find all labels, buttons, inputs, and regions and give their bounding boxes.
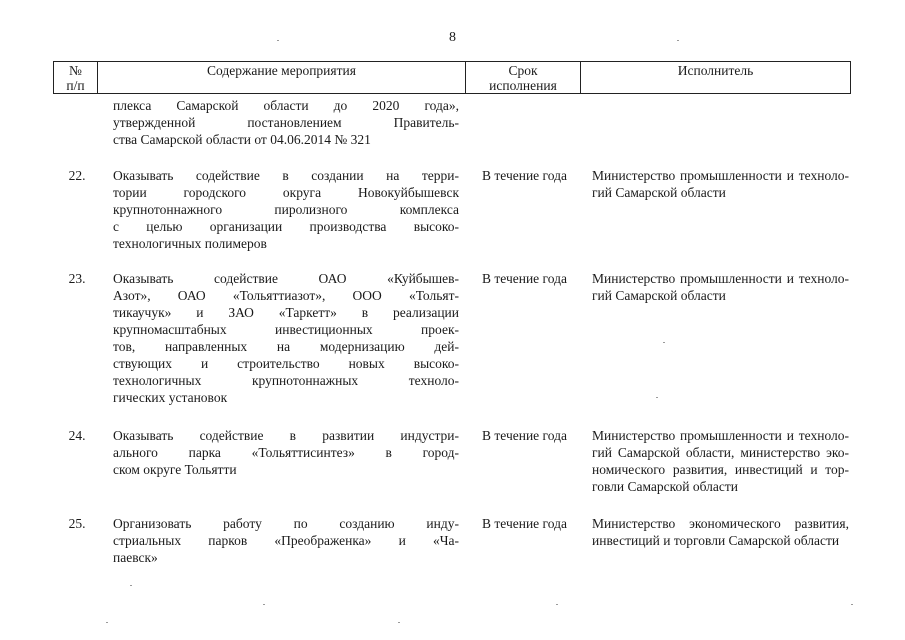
content-line: гических установок (113, 390, 228, 405)
scan-speck (663, 342, 665, 343)
content-line: ском округе Тольятти (113, 462, 237, 477)
table-row-22 (53, 167, 851, 252)
row-content (97, 270, 465, 406)
scan-speck (277, 40, 279, 41)
row-content (97, 97, 465, 148)
content-line: тов, направленных на модернизацию дей- (113, 339, 459, 354)
executor-line: Министерство промышленности и техноло- (592, 168, 849, 183)
row-term: В течение года (482, 516, 567, 531)
row-num: 23. (68, 271, 86, 286)
content-line: с целью организации производства высоко- (113, 219, 459, 234)
content-line: Оказывать содействие в создании на терри- (113, 168, 459, 183)
table-row-23 (53, 270, 851, 406)
scan-speck (656, 397, 658, 398)
row-num: 25. (68, 516, 86, 531)
executor-line: инвестиций и торговли Самарской области (592, 533, 840, 548)
table-row-24 (53, 427, 851, 495)
header-num: № п/п (54, 62, 98, 93)
table-header (53, 61, 851, 94)
header-content: Содержание мероприятия (98, 62, 466, 93)
content-line: технологичных полимеров (113, 236, 267, 251)
scan-speck (106, 622, 108, 623)
header-executor: Исполнитель (677, 63, 754, 78)
row-num (53, 97, 97, 148)
content-line: ального парка «Тольяттисинтез» в город- (113, 445, 459, 460)
content-line: ства Самарской области от 04.06.2014 № 321 (113, 132, 371, 147)
content-line: крупномасштабных инвестиционных проек- (113, 322, 459, 337)
row-executor (580, 270, 851, 406)
executor-line: говли Самарской области (592, 479, 739, 494)
content-line: утвержденной постановлением Правитель- (113, 115, 459, 130)
row-num: 24. (68, 428, 86, 443)
content-line: стриальных парков «Преображенка» и «Ча- (113, 533, 459, 548)
executor-line: гий Самарской области (592, 288, 726, 303)
row-executor (580, 427, 851, 495)
executor-line: гий Самарской области, министерство эко- (592, 445, 849, 460)
row-term: В течение года (482, 168, 567, 183)
row-num: 22. (68, 168, 86, 183)
content-line: Организовать работу по созданию инду- (113, 516, 459, 531)
table-row-25 (53, 515, 851, 566)
executor-line: Министерство промышленности и техноло- (592, 428, 849, 443)
scan-speck (677, 40, 679, 41)
content-line: тикаучук» и ЗАО «Таркетт» в реализации (113, 305, 459, 320)
page-number: 8 (449, 30, 456, 45)
executor-line: номического развития, инвестиций и тор- (592, 462, 849, 477)
table-row-continuation (53, 97, 851, 148)
content-line: плекса Самарской области до 2020 года», (113, 98, 459, 113)
events-table (53, 61, 851, 565)
row-term: В течение года (482, 428, 567, 443)
content-line: Оказывать содействие в развитии индустри- (113, 428, 459, 443)
content-line: паевск» (113, 550, 158, 565)
row-executor (580, 515, 851, 566)
executor-line: Министерство экономического развития, (592, 516, 849, 531)
executor-line: Министерство промышленности и техноло- (592, 271, 849, 286)
content-line: тории городского округа Новокуйбышевск (113, 185, 459, 200)
scan-speck (263, 604, 265, 605)
scan-speck (556, 604, 558, 605)
scan-speck (130, 585, 132, 586)
content-line: крупнотоннажного пиролизного комплекса (113, 202, 459, 217)
row-term: В течение года (482, 271, 567, 286)
scan-speck (398, 622, 400, 623)
content-line: Азот», ОАО «Тольяттиазот», ООО «Тольят- (113, 288, 459, 303)
row-executor (580, 167, 851, 252)
row-content (97, 167, 465, 252)
executor-line: гий Самарской области (592, 185, 726, 200)
row-content (97, 427, 465, 495)
content-line: Оказывать содействие ОАО «Куйбышев- (113, 271, 459, 286)
content-line: ствующих и строительство новых высоко- (113, 356, 459, 371)
row-content (97, 515, 465, 566)
header-term: Срок исполнения (466, 62, 581, 93)
content-line: технологичных крупнотоннажных техноло- (113, 373, 459, 388)
scan-speck (851, 604, 853, 605)
